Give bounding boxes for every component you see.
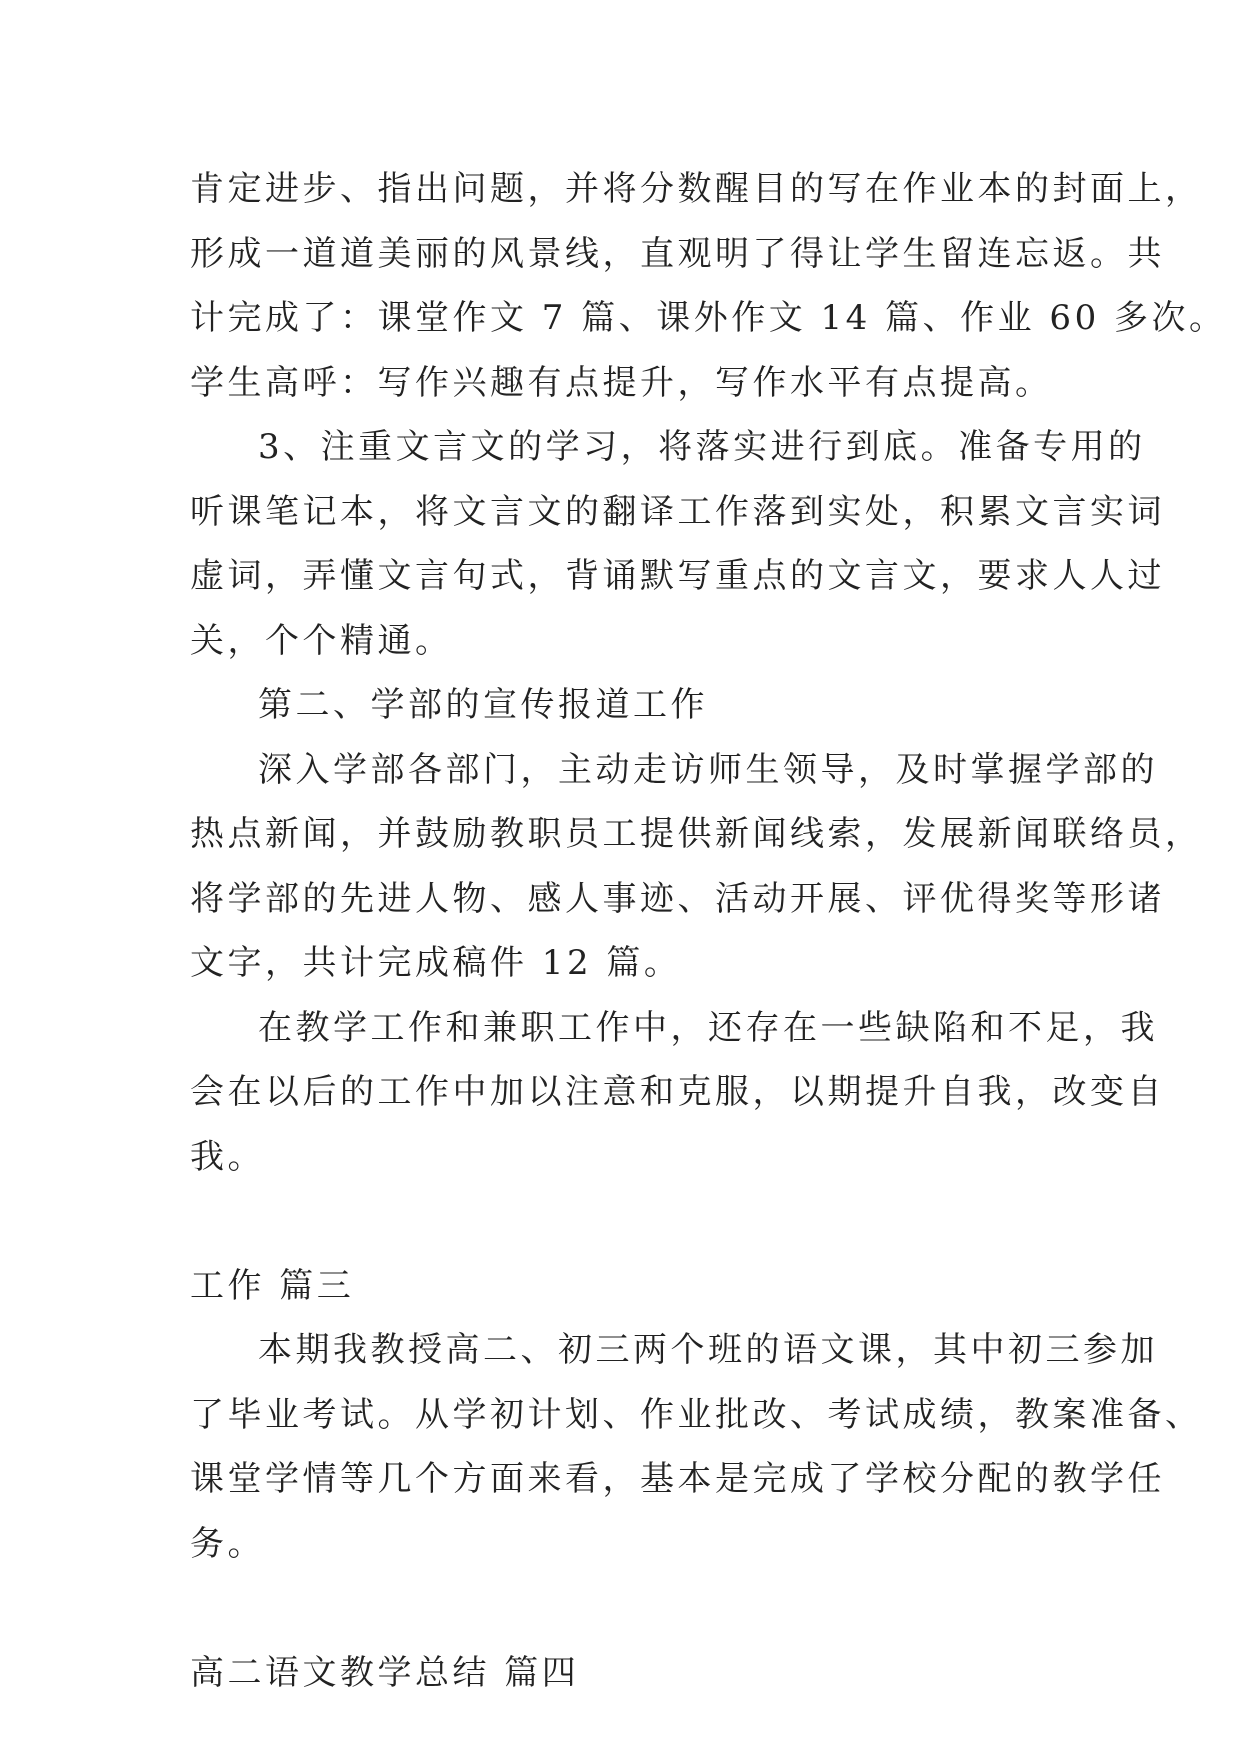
paragraph-progress [190,157,1227,415]
text-line: 学生高呼：写作兴趣有点提升，写作水平有点提高。 [190,362,1053,403]
paragraph-publicity [190,738,1203,996]
text-line: 深入学部各部门，主动走访师生领导，及时掌握学部的 [258,749,1158,790]
text-line: 课堂学情等几个方面来看，基本是完成了学校分配的教学任 [190,1459,1165,1499]
text-line: 将学部的先进人物、感人事迹、活动开展、评优得奖等形诸 [190,878,1165,919]
text-line: 关，个个精通。 [190,620,453,661]
text-line: 计完成了：课堂作文 7 篇、课外作文 14 篇、作业 60 多次。 [190,298,1227,338]
text-line: 形成一道道美丽的风景线，直观明了得让学生留连忘返。共 [190,233,1165,274]
text-line: 3、注重文言文的学习，将落实进行到底。准备专用的 [258,427,1146,467]
document-body [190,157,1227,1705]
paragraph-teaching [190,1318,1203,1576]
text-line: 本期我教授高二、初三两个班的语文课，其中初三参加 [258,1330,1158,1370]
text-line: 热点新闻，并鼓励教职员工提供新闻线索，发展新闻联络员， [190,814,1203,854]
paragraph-classical-chinese [190,415,1165,673]
text-line: 肯定进步、指出问题，并将分数醒目的写在作业本的封面上， [190,169,1203,209]
text-line: 文字，共计完成稿件 12 篇。 [190,943,682,983]
section-title-publicity [190,673,1060,738]
text-line: 第二、学部的宣传报道工作 [258,685,708,725]
paragraph-shortcomings [190,996,1165,1190]
text-line: 我。 [190,1136,265,1177]
text-line: 高二语文教学总结 篇四 [190,1652,580,1693]
text-line: 会在以后的工作中加以注意和克服，以期提升自我，改变自 [190,1072,1165,1112]
heading-part-three [190,1254,1060,1319]
blank-line [190,1189,1060,1254]
text-line: 工作 篇三 [190,1265,355,1306]
blank-line [190,1576,1060,1641]
heading-part-four [190,1641,1060,1706]
text-line: 虚词，弄懂文言句式，背诵默写重点的文言文，要求人人过 [190,556,1165,596]
text-line: 了毕业考试。从学初计划、作业批改、考试成绩，教案准备、 [190,1394,1203,1435]
text-line: 务。 [190,1523,265,1564]
text-line: 听课笔记本，将文言文的翻译工作落到实处，积累文言实词 [190,491,1165,532]
text-line: 在教学工作和兼职工作中，还存在一些缺陷和不足，我 [258,1007,1158,1048]
